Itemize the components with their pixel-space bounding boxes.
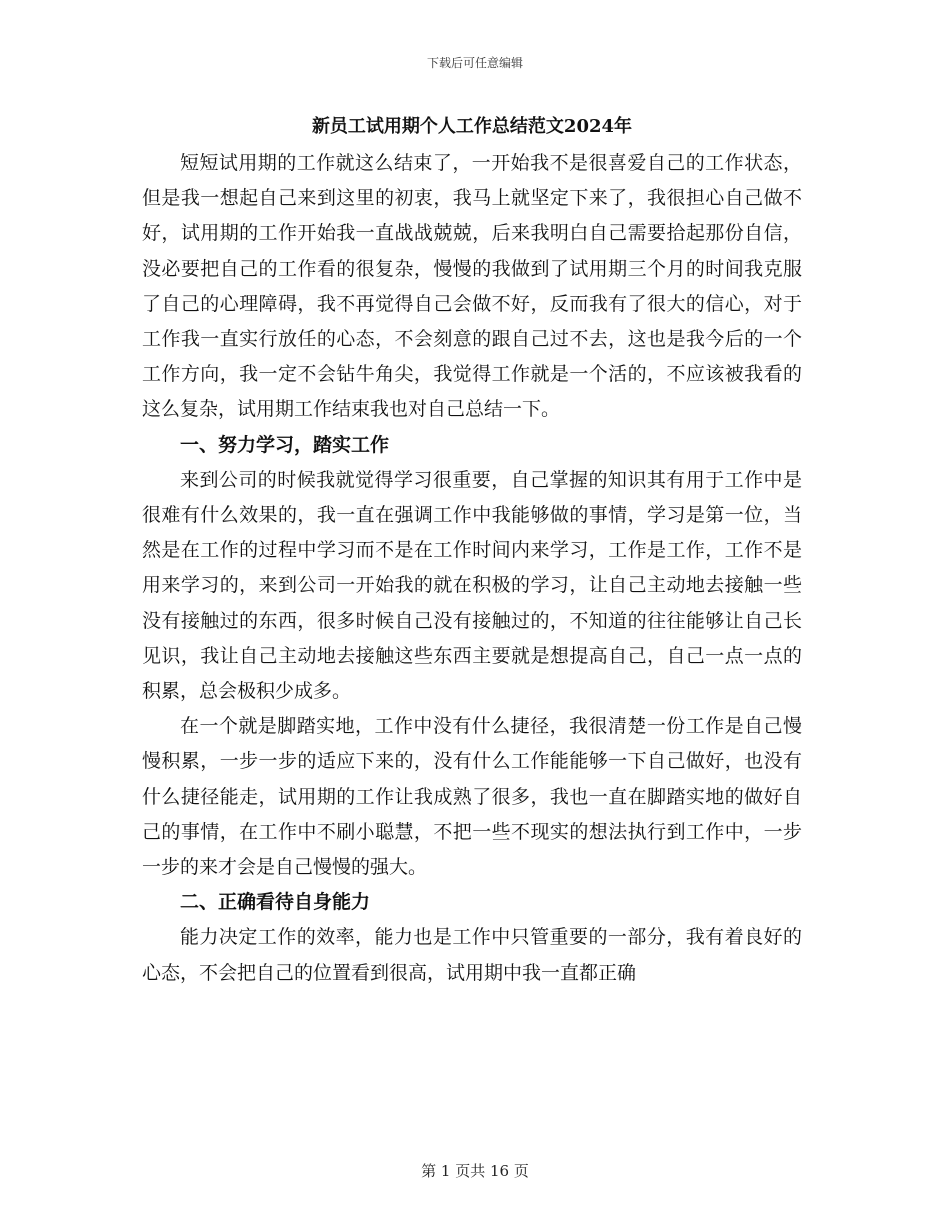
section-heading-2: 二、正确看待自身能力 [180,891,371,914]
paragraph-practical: 在一个就是脚踏实地，工作中没有什么捷径，我很清楚一份工作是自己慢慢积累，一步一步的适应下来的，没有什么工作能能够一下自己做好，也没有什么捷径能走，试用期的工作让我成熟了很多，我也一直在脚踏实地的做好自己的事情，在工作中不刷小聪慧，不把一些不现实的想法执行到工作中，一步一步的来才会是自己慢慢的强大。 [142,715,802,879]
paragraph-ability: 能力决定工作的效率，能力也是工作中只管重要的一部分，我有着良好的心态，不会把自己的位置看到很高，试用期中我一直都正确 [142,926,802,984]
document-body [142,108,802,991]
section-heading-1: 一、努力学习，踏实工作 [180,433,390,456]
document-title: 新员工试用期个人工作总结范文2024年 [311,116,633,137]
paragraph-study: 来到公司的时候我就觉得学习很重要，自己掌握的知识其有用于工作中是很难有什么效果的，我一直在强调工作中我能够做的事情，学习是第一位，当然是在工作的过程中学习而不是在工作时间内来学习，工作是工作，工作不是用来学习的，来到公司一开始我的就在积极的学习，让自己主动地去接触一些没有接触过的东西，很多时候自己没有接触过的，不知道的往往能够让自己长见识，我让自己主动地去接触这些东西主要就是想提高自己，自己一点一点的积累，总会极积少成多。 [142,468,802,703]
paragraph-intro: 短短试用期的工作就这么结束了，一开始我不是很喜爱自己的工作状态，但是我一想起自己来到这里的初衷，我马上就坚定下来了，我很担心自己做不好，试用期的工作开始我一直战战兢兢，后来我明白自己需要拾起那份自信，没必要把自己的工作看的很复杂，慢慢的我做到了试用期三个月的时间我克服了自己的心理障碍，我不再觉得自己会做不好，反而我有了很大的信心，对于工作我一直实行放任的心态，不会刻意的跟自己过不去，这也是我今后的一个工作方向，我一定不会钻牛角尖，我觉得工作就是一个活的，不应该被我看的这么复杂，试用期工作结束我也对自己总结一下。 [142,152,802,421]
page-header-note: 下载后可任意编辑 [426,56,523,70]
page-number-footer: 第 1 页共 16 页 [421,1162,529,1180]
